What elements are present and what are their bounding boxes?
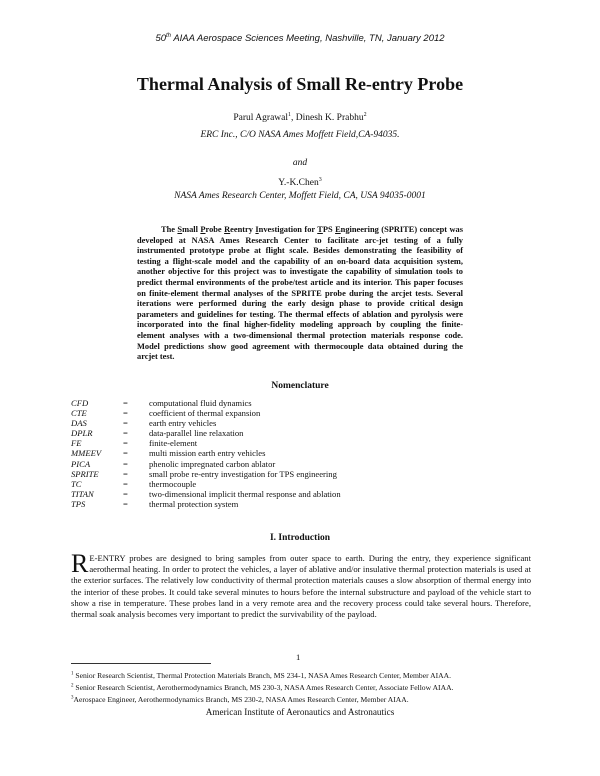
nomenclature-definition: multi mission earth entry vehicles — [149, 448, 266, 459]
author-1: Parul Agrawal — [233, 113, 289, 123]
footnote-mark: 2 — [71, 683, 74, 689]
nomenclature-abbr: TPS — [71, 498, 86, 509]
nomenclature-equals: = — [123, 448, 128, 459]
nomenclature-definition: two-dimensional implicit thermal response and ablation — [149, 488, 341, 499]
author-2-mark: 2 — [363, 111, 367, 118]
nomenclature-equals: = — [123, 438, 128, 449]
nomenclature-row — [71, 459, 541, 469]
nomenclature-definition: phenolic impregnated carbon ablator — [149, 458, 276, 469]
introduction-text: E-ENTRY probes are designed to bring samples from outer space to earth. During the entry, they experience significant aerothermal heating. In order to protect the vehicles, a layer of ablative and/or insulative thermal protection materials is used at the exterior surfaces. The relatively low conductivity of thermal protection materials causes a slow absorption of thermal energy into the interior of these probes. It could take several minutes to hours before the internal substructure and payload of the vehicle start to show a rise in temperature. These probes land in a very remote area and the recovery process could take several hours. Therefore, thermal soak analysis becomes very important to predict the survivability of the payload. — [71, 553, 531, 620]
and-separator: and — [292, 158, 308, 168]
paper-title: Thermal Analysis of Small Re-entry Probe — [136, 74, 464, 94]
nomenclature-definition: small probe re-entry investigation for TPS engineering — [149, 468, 337, 479]
nomenclature-row — [71, 499, 541, 509]
drop-cap: R — [71, 549, 89, 578]
nomenclature-definition: data-parallel line relaxation — [149, 428, 244, 439]
nomenclature-abbr: PICA — [71, 458, 91, 469]
nomenclature-equals: = — [123, 488, 128, 499]
footnote — [71, 670, 541, 682]
author-3-mark: 3 — [318, 176, 322, 183]
nomenclature-abbr: DAS — [71, 418, 87, 429]
footnote-rule — [71, 663, 211, 664]
author-1-mark: 1 — [288, 111, 292, 118]
abstract: The Small Probe Reentry Investigation for TPS Engineering (SPRITE) concept was developed at NASA Ames Research Center to facilitate arc-jet testing of a fully instrumented prototype probe at flight scale. Besides demonstrating the feasibility of testing a flight-scale model and the capability of an on-board data acquisition system, another objective for this project was to investigate the capability of simulation tools to predict thermal environments of the probe/test article and its interior. This paper focuses on finite-element thermal analyses of the SPRITE probe during the arcjet tests. Several iterations were performed during the early design phase to provide critical design parameters and guidelines for testing. The thermal effects of ablation and pyrolysis were incorporated into the final higher-fidelity modeling approach by coupling the finite-element analyses with a two-dimensional thermal protection materials response code. Model predictions show good agreement with thermocouple data obtained during the arcjet test. — [137, 225, 463, 362]
footnote-text: Senior Research Scientist, Thermal Protection Materials Branch, MS 234-1, NASA Ames Research Center, Member AIAA. — [73, 671, 451, 680]
nomenclature-abbr: TC — [71, 478, 82, 489]
nomenclature-row — [71, 408, 541, 418]
nomenclature-equals: = — [123, 468, 128, 479]
nomenclature-row — [71, 418, 541, 428]
nomenclature-row — [71, 469, 541, 479]
nomenclature-equals: = — [123, 408, 128, 419]
introduction-heading: I. Introduction — [269, 533, 330, 543]
nomenclature-abbr: DPLR — [71, 428, 93, 439]
nomenclature-equals: = — [123, 458, 128, 469]
conference-header — [0, 33, 600, 44]
nomenclature-abbr: MMEEV — [71, 448, 102, 459]
nomenclature-row — [71, 398, 541, 408]
footnote-text: Senior Research Scientist, Aerothermodynamics Branch, MS 230-3, NASA Ames Research Center, Associate Fellow AIAA. — [73, 683, 454, 692]
nomenclature-abbr: FE — [71, 438, 82, 449]
page-footer: American Institute of Aeronautics and Astronautics — [205, 707, 395, 717]
header-text: AIAA Aerospace Sciences Meeting, Nashville, TN, January 2012 — [171, 33, 445, 44]
nomenclature-list — [71, 398, 541, 509]
nomenclature-equals: = — [123, 418, 128, 429]
nomenclature-equals: = — [123, 398, 128, 408]
nomenclature-row — [71, 479, 541, 489]
footnote — [71, 694, 541, 706]
nomenclature-definition: finite-element — [149, 438, 198, 449]
author-3: Y.-K.Chen — [278, 178, 319, 188]
affiliation-2: NASA Ames Research Center, Moffett Field, CA, USA 94035-0001 — [174, 191, 426, 201]
nomenclature-row — [71, 428, 541, 438]
nomenclature-abbr: CFD — [71, 398, 89, 408]
affiliation-1: ERC Inc., C/O NASA Ames Moffett Field,CA-94035. — [200, 130, 400, 140]
nomenclature-definition: thermal protection system — [149, 498, 239, 509]
nomenclature-row — [71, 448, 541, 458]
nomenclature-equals: = — [123, 428, 128, 439]
nomenclature-definition: thermocouple — [149, 478, 197, 489]
nomenclature-definition: coefficient of thermal expansion — [149, 408, 261, 419]
nomenclature-equals: = — [123, 478, 128, 489]
author-line — [0, 113, 600, 123]
nomenclature-row — [71, 489, 541, 499]
header-number: 50 — [155, 33, 167, 44]
nomenclature-row — [71, 438, 541, 448]
author-3-line — [0, 178, 600, 188]
author-2: , Dinesh K. Prabhu — [291, 113, 364, 123]
nomenclature-abbr: SPRITE — [71, 468, 99, 479]
nomenclature-definition: earth entry vehicles — [149, 418, 217, 429]
footnote-mark: 1 — [71, 671, 74, 677]
footnote — [71, 682, 541, 694]
nomenclature-abbr: CTE — [71, 408, 87, 419]
footnote-text: Aerospace Engineer, Aerothermodynamics Branch, MS 230-2, NASA Ames Research Center, Member AIAA. — [73, 695, 409, 704]
nomenclature-heading: Nomenclature — [271, 381, 329, 391]
introduction-paragraph — [71, 549, 531, 620]
nomenclature-definition: computational fluid dynamics — [149, 398, 252, 408]
nomenclature-equals: = — [123, 498, 128, 509]
footnote-mark: 3 — [71, 695, 74, 701]
page-number: 1 — [296, 652, 301, 662]
footnotes — [71, 670, 541, 706]
nomenclature-abbr: TITAN — [71, 488, 94, 499]
header-ordinal: th — [166, 32, 172, 39]
